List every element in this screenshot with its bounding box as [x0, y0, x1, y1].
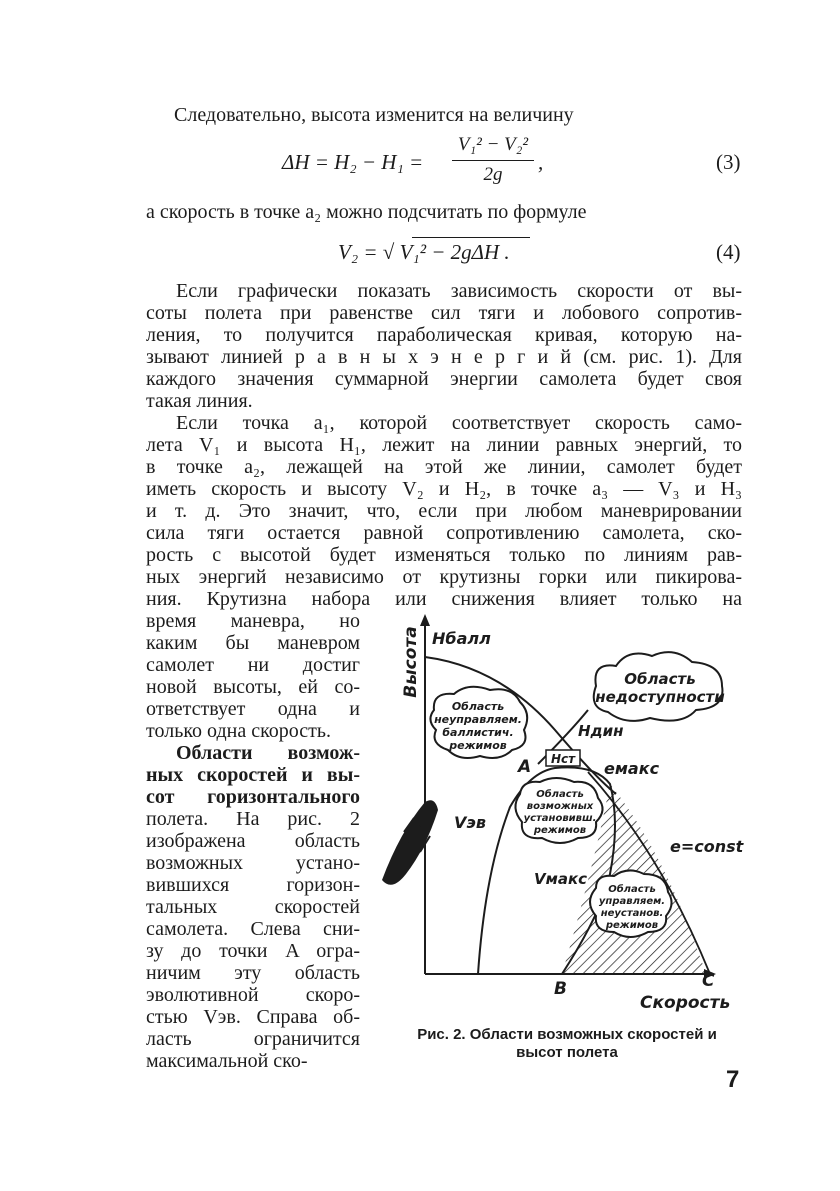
equation-number-3: (3) — [716, 150, 741, 174]
text-line: такая линия. — [146, 390, 253, 412]
cloud-controlled-line: неустанов. — [600, 908, 664, 919]
cloud-possible-line: Область — [536, 789, 584, 800]
figure-2-diagram — [370, 612, 750, 1022]
h-st-label: Hст — [550, 752, 576, 766]
page-number: 7 — [726, 1066, 740, 1093]
text-line: ния. Крутизна набора или снижения влияет только на — [146, 588, 742, 610]
column-line: максимальной ско- — [146, 1050, 308, 1072]
cloud-possible-line: возможных — [526, 801, 594, 812]
cloud-ballistic-line: баллистич. — [442, 726, 514, 739]
y-axis-label: Высота — [401, 626, 421, 698]
cloud-inaccessible-line: недоступности — [595, 688, 725, 706]
section-heading-line: Области возмож- — [176, 742, 360, 764]
point-b-label: B — [554, 979, 567, 999]
text-line: соты полета при равенстве сил тяги и лобового сопротив- — [146, 302, 742, 324]
text-line: в точке a₂, лежащей на этой же линии, самолет будет — [146, 456, 742, 478]
text-line: Если точка a₁, которой соответствует скорость само- — [176, 412, 742, 434]
column-line: возможных устано- — [146, 852, 360, 874]
cloud-ballistic-line: неуправляем. — [434, 713, 522, 726]
v-ev-label: Vэв — [454, 813, 486, 832]
text-line: рость с высотой будет изменяться только по линиям рав- — [146, 544, 742, 566]
column-line: самолета. Слева сни- — [146, 918, 360, 940]
fraction-bar — [452, 160, 534, 161]
e-max-label: eмакс — [604, 759, 660, 778]
column-line: только одна скорость. — [146, 720, 332, 742]
cloud-possible — [515, 778, 602, 843]
column-line: полета. На рис. 2 — [146, 808, 360, 830]
column-line: вившихся горизон- — [146, 874, 360, 896]
figure-caption-line: Рис. 2. Области возможных скоростей и — [417, 1026, 717, 1043]
text-line: ления, то получится параболическая кривая, которую на- — [146, 324, 742, 346]
cloud-ballistic-line: Область — [451, 700, 505, 713]
column-line: ответствует одна и — [146, 698, 360, 720]
cloud-controlled-line: режимов — [605, 920, 659, 931]
column-line: изображена область — [146, 830, 360, 852]
column-line: самолет ни достиг — [146, 654, 360, 676]
column-line: новой высоты, ей со- — [146, 676, 360, 698]
cloud-controlled — [590, 870, 672, 937]
equation-number-4: (4) — [716, 240, 741, 264]
v-max-label: Vмакс — [534, 870, 588, 888]
h-ball-label: Hбалл — [432, 629, 491, 648]
formula-3-tail: , — [538, 150, 544, 174]
text-line: ных энергий независимо от крутизны горки или пикирова- — [146, 566, 742, 588]
cloud-inaccessible — [594, 652, 725, 721]
text-line: и т. д. Это значит, что, если при любом маневрировании — [146, 500, 742, 522]
section-heading-line: сот горизонтального — [146, 786, 360, 808]
text-line: зывают линией р а в н ы х э н е р г и й (см. рис. 1). Для — [146, 346, 742, 368]
column-line: каким бы маневром — [146, 632, 360, 654]
cloud-controlled-line: управляем. — [598, 896, 666, 907]
formula-4: V₂ = √ V₁² − 2gΔH . — [338, 240, 510, 264]
column-line: время маневра, но — [146, 610, 360, 632]
e-const-label: e=const — [670, 837, 744, 856]
column-line: зу до точки A огра- — [146, 940, 360, 962]
point-c-label: C — [702, 971, 715, 991]
cloud-possible-line: режимов — [533, 825, 587, 836]
text-line: иметь скорость и высоту V₂ и H₂, в точке a₃ — V₃ и H₃ — [146, 478, 742, 500]
column-line: стью Vэв. Справа об- — [146, 1006, 360, 1028]
column-line: ничим эту область — [146, 962, 360, 984]
formula-3-denominator: 2g — [483, 164, 503, 185]
point-a-label: A — [518, 757, 532, 777]
text-line: Следовательно, высота изменится на величину — [174, 104, 574, 126]
text-line: Если графически показать зависимость скорости от вы- — [176, 280, 742, 302]
column-line: эволютивной скоро- — [146, 984, 360, 1006]
cloud-ballistic — [430, 687, 527, 758]
radical-bar — [412, 237, 530, 238]
figure-caption-line: высот полета — [516, 1044, 618, 1061]
formula-3-numerator: V₁² − V₂² — [457, 134, 529, 155]
formula-3-lhs: ΔH = H₂ − H₁ = — [282, 150, 424, 174]
column-line: ласть ограничится — [146, 1028, 360, 1050]
cloud-ballistic-line: режимов — [449, 739, 507, 752]
x-axis-label: Скорость — [640, 993, 731, 1013]
h-din-label: Hдин — [578, 722, 624, 740]
section-heading-line: ных скоростей и вы- — [146, 764, 360, 786]
text-line: лета V₁ и высота H₁, лежит на линии равных энергий, то — [146, 434, 742, 456]
text-line: сила тяги остается равной сопротивлению самолета, ско- — [146, 522, 742, 544]
dark-smudge — [382, 800, 438, 885]
column-line: тальных скоростей — [146, 896, 360, 918]
text-line: а скорость в точке a₂ можно подсчитать по формуле — [146, 201, 587, 223]
cloud-controlled-line: Область — [608, 884, 656, 895]
y-axis-arrow — [420, 614, 430, 626]
text-line: каждого значения суммарной энергии самолета будет своя — [146, 368, 742, 390]
cloud-possible-line: установивш. — [523, 813, 597, 824]
cloud-inaccessible-line: Область — [624, 670, 696, 688]
